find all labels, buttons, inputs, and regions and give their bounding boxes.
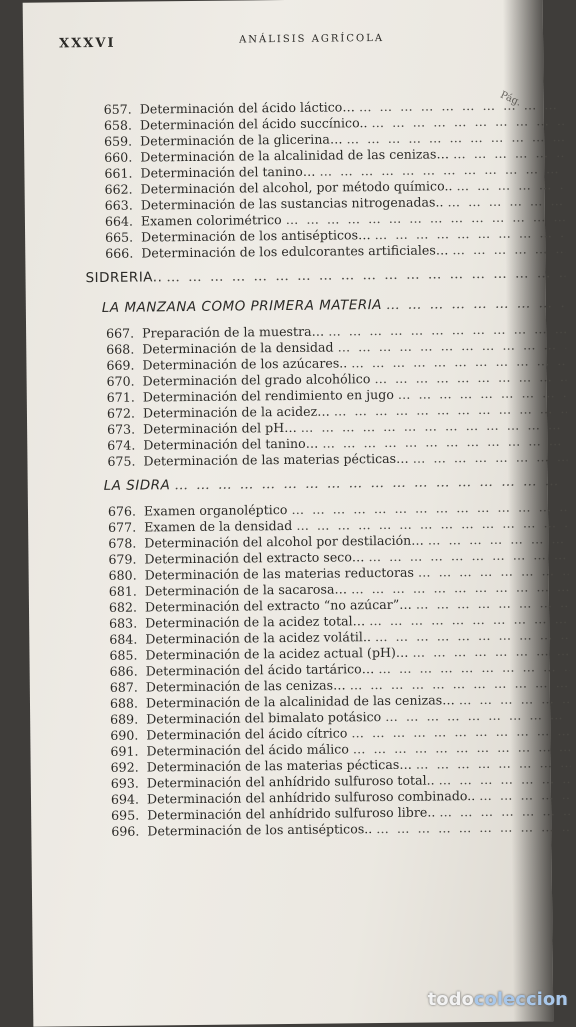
entry-title: Determinación de la acidez volátil.. bbox=[145, 629, 371, 646]
leader-dots: … … … … … … … … bbox=[365, 611, 569, 628]
entry-title: Determinación del anhídrido sulfuroso combinado.. bbox=[147, 788, 475, 806]
entry-number: 687. bbox=[90, 679, 146, 695]
leader-dots: … … … … bbox=[448, 241, 565, 257]
entry-number: 657. bbox=[84, 102, 140, 118]
entry-title: Determinación del anhídrido sulfuroso libre.. bbox=[147, 804, 435, 822]
entry-title: Determinación de las sustancias nitrogenadas.. bbox=[141, 194, 444, 212]
entry-title: Determinación del grado alcohólico bbox=[143, 371, 371, 388]
entry-group-manzana bbox=[86, 321, 567, 470]
entry-number: 671. bbox=[87, 390, 143, 406]
leader-dots: … … … … … … … … … … bbox=[318, 433, 567, 451]
leader-dots: … … … … … bbox=[435, 803, 571, 819]
leader-dots: … … … … … … … bbox=[414, 563, 569, 580]
leader-dots: … … … … … … bbox=[412, 755, 571, 772]
entry-number: 684. bbox=[89, 632, 145, 648]
entry-number: 670. bbox=[87, 374, 143, 390]
entry-number: 695. bbox=[91, 807, 147, 823]
leader-dots: … … … … … bbox=[435, 771, 571, 787]
entry-title: Determinación del alcohol, por método químico.. bbox=[141, 178, 453, 196]
entry-number: 661. bbox=[84, 166, 140, 182]
entry-number: 673. bbox=[87, 422, 143, 438]
entry-number: 693. bbox=[91, 775, 147, 791]
table-of-contents bbox=[84, 97, 572, 840]
page-header bbox=[59, 32, 503, 37]
leader-dots: … … … … … … … … … … … bbox=[297, 417, 568, 435]
entry-title: Determinación del pH… bbox=[143, 420, 297, 437]
entry-title: Determinación de la acidez… bbox=[143, 404, 330, 421]
entry-number: 680. bbox=[89, 568, 145, 584]
leader-dots: … … … … … … … … bbox=[370, 369, 566, 386]
section-heading-manzana: LA MANZANA COMO PRIMERA MATERIA … … … … … … … … bbox=[86, 295, 566, 322]
leader-dots: … … … … … … … … … … … … bbox=[287, 499, 568, 517]
entry-number: 683. bbox=[89, 616, 145, 632]
site-watermark: todocoleccion bbox=[428, 989, 568, 1010]
leader-dots: … … … bbox=[475, 787, 571, 803]
leader-dots: … … … … … … … bbox=[381, 707, 570, 724]
entry-title: Preparación de la muestra… bbox=[142, 324, 324, 341]
leader-dots: … … … … … … … … bbox=[372, 819, 571, 836]
entry-title: Examen de la densidad bbox=[144, 518, 292, 535]
leader-dots: … … … … … … … … … … bbox=[315, 161, 564, 179]
entry-title: Determinación del ácido cítrico bbox=[146, 725, 347, 742]
leader-dots: … … … … … … … … … … … bbox=[330, 401, 567, 418]
entry-group-sidra bbox=[88, 499, 571, 840]
leader-dots: … … … … bbox=[443, 193, 564, 209]
entry-title: Determinación del tanino… bbox=[140, 164, 315, 181]
entry-number: 686. bbox=[90, 663, 146, 679]
entry-title: Determinación de los edulcorantes artificiales… bbox=[141, 242, 448, 260]
entry-group-vinos bbox=[84, 97, 566, 262]
entry-title: Determinación del ácido láctico… bbox=[140, 99, 355, 116]
entry-number: 664. bbox=[85, 214, 141, 230]
entry-number: 669. bbox=[86, 358, 142, 374]
entry-number: 662. bbox=[85, 182, 141, 198]
leader-dots: … … … … … … … … … bbox=[347, 723, 570, 740]
entry-number: 682. bbox=[89, 600, 145, 616]
entry-title: Determinación de la densidad bbox=[142, 340, 333, 357]
entry-title: Determinación de la acidez total… bbox=[145, 613, 365, 630]
entry-number: 674. bbox=[87, 438, 143, 454]
entry-number: 689. bbox=[90, 711, 146, 727]
leader-dots: … … … … bbox=[455, 691, 570, 707]
entry-number: 678. bbox=[88, 536, 144, 552]
leader-dots: … … … … … … … … bbox=[371, 225, 566, 242]
leader-dots: … … … … … … … … … bbox=[342, 129, 564, 146]
entry-title: Determinación de la acidez actual (pH)… bbox=[145, 645, 408, 663]
entry-title: Determinación de los antisépticos… bbox=[141, 227, 371, 244]
entry-number: 694. bbox=[91, 791, 147, 807]
leader-dots: … … … … … … … … bbox=[371, 627, 570, 644]
entry-number: 681. bbox=[89, 584, 145, 600]
entry-title: Determinación de las materias pécticas… bbox=[143, 451, 408, 469]
entry-number: 696. bbox=[91, 823, 147, 839]
leader-dots: … … … … … … … … … bbox=[349, 739, 571, 756]
entry-title: Determinación del ácido tartárico… bbox=[146, 661, 375, 678]
leader-dots: … … … … … … … … … … bbox=[333, 337, 566, 354]
entry-title: Determinación del alcohol por destilación… bbox=[144, 533, 424, 551]
entry-number: 666. bbox=[85, 246, 141, 262]
entry-title: Determinación del bimalato potásico bbox=[146, 709, 381, 726]
entry-number: 667. bbox=[86, 326, 142, 342]
leader-dots: … … … … … … … … bbox=[367, 113, 564, 130]
entry-title: Determinación de la alcalinidad de las cenizas… bbox=[140, 146, 449, 164]
leader-dots: … … … … bbox=[452, 177, 564, 193]
entry-title: Examen colorimétrico bbox=[141, 212, 282, 228]
entry-title: Determinación del extracto “no azúcar”… bbox=[145, 597, 412, 615]
leader-dots: … … … … … … bbox=[412, 595, 569, 612]
entry-title: Determinación de la sacarosa… bbox=[145, 581, 347, 598]
entry-title: Determinación del tanino… bbox=[143, 436, 318, 453]
leader-dots: … … … … … … … … bbox=[374, 659, 569, 676]
entry-title: Determinación de las materias pécticas… bbox=[147, 757, 412, 775]
entry-number: 659. bbox=[84, 134, 140, 150]
entry-number: 675. bbox=[87, 454, 143, 470]
entry-title: Determinación de los antisépticos.. bbox=[147, 821, 372, 838]
entry-title: Determinación de los azúcares.. bbox=[142, 355, 347, 372]
leader-dots: … … … … … … … … … bbox=[346, 675, 570, 692]
entry-number: 665. bbox=[85, 230, 141, 246]
entry-title: Determinación del ácido succínico.. bbox=[140, 115, 368, 132]
section-heading-sidra: LA SIDRA … … … … … … … … … … … … … … … … bbox=[88, 473, 568, 500]
running-title: ANÁLISIS AGRÍCOLA bbox=[239, 33, 384, 46]
entry-title: Determinación de la glicerina… bbox=[140, 131, 343, 148]
entry-number: 676. bbox=[88, 504, 144, 520]
entry-number: 688. bbox=[90, 695, 146, 711]
leader-dots: … … … … … … … … bbox=[364, 547, 568, 564]
entry-title: Determinación de las cenizas… bbox=[146, 677, 346, 694]
section-heading-sidreria: SIDRERIA.. … … … … … … … … … … … … … … … … … bbox=[85, 265, 565, 292]
entry-title: Determinación del extracto seco… bbox=[144, 549, 364, 566]
entry-number: 658. bbox=[84, 118, 140, 134]
entry-title: Determinación de las materias reductoras bbox=[145, 565, 414, 583]
leader-dots: … … … … … bbox=[424, 531, 569, 548]
book-page bbox=[23, 0, 554, 1027]
leader-dots: … … … … … … … … bbox=[355, 97, 564, 114]
entry-number: 691. bbox=[90, 743, 146, 759]
entry-number: 690. bbox=[90, 727, 146, 743]
leader-dots: … … … … … … bbox=[409, 449, 568, 466]
entry-number: 692. bbox=[91, 759, 147, 775]
entry-number: 685. bbox=[89, 648, 145, 664]
entry-title: Determinación del ácido málico bbox=[146, 741, 349, 758]
leader-dots: … … … … … … … … … … bbox=[324, 321, 566, 339]
entry-number: 677. bbox=[88, 520, 144, 536]
leader-dots: … … … … … … … … … bbox=[347, 353, 566, 370]
leader-dots: … … … … … … … … … … … … bbox=[282, 209, 565, 227]
leader-dots: … … … … … … … … … … … … bbox=[292, 515, 568, 533]
entry-number: 672. bbox=[87, 406, 143, 422]
leader-dots: … … … … bbox=[449, 145, 564, 161]
leader-dots: … … … … … … … … … bbox=[347, 579, 569, 596]
entry-title: Determinación de la alcalinidad de las cenizas… bbox=[146, 692, 455, 710]
entry-title: Determinación del rendimiento en jugo bbox=[143, 387, 394, 405]
entry-number: 668. bbox=[86, 342, 142, 358]
leader-dots: … … … … … … … bbox=[394, 385, 567, 402]
entry-number: 679. bbox=[88, 552, 144, 568]
page-number: XXXVI bbox=[59, 36, 116, 52]
entry-number: 660. bbox=[84, 150, 140, 166]
entry-title: Examen organoléptico bbox=[144, 502, 288, 519]
leader-dots: … … … … … … bbox=[408, 643, 569, 660]
entry-title: Determinación del anhídrido sulfuroso total.. bbox=[147, 772, 435, 790]
entry-number: 663. bbox=[85, 198, 141, 214]
